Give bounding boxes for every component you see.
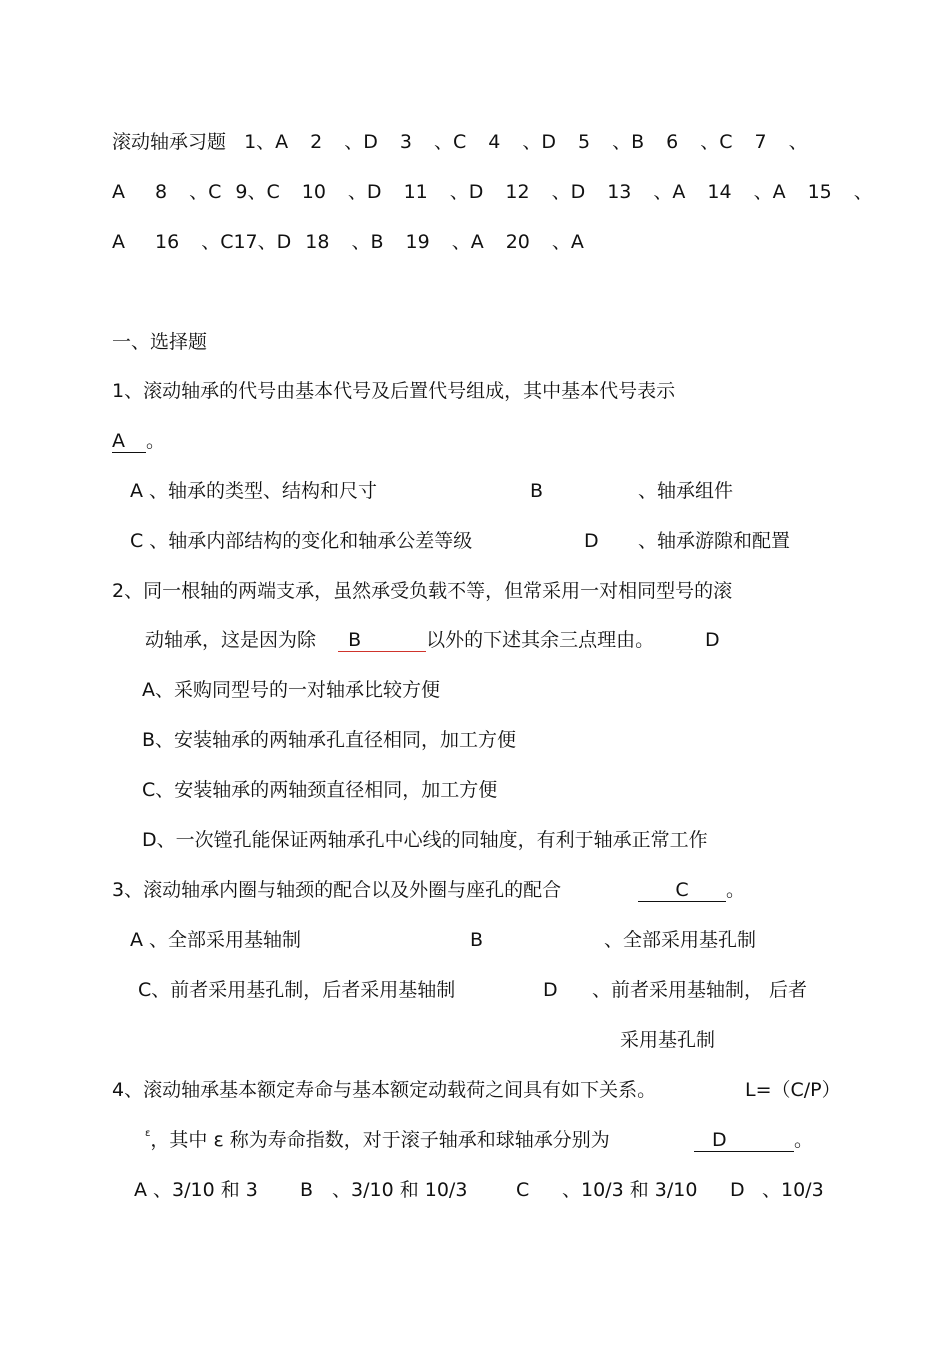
answer-key-token: 、A	[753, 181, 786, 203]
q1-option-d-text: 、轴承游隙和配置	[638, 530, 791, 552]
q4-answer-line	[694, 1127, 813, 1153]
answer-key-token: 、D	[551, 181, 586, 203]
answer-key-token: 、D	[344, 131, 378, 153]
answer-key-line-1	[112, 129, 808, 155]
q2-answer: B	[348, 629, 362, 651]
q1-option-b-letter: B	[530, 480, 544, 502]
q4-option-b-text: 、3/10 和 10/3	[332, 1179, 468, 1201]
q1-option-b-text: 、轴承组件	[638, 480, 734, 502]
answer-key-token: 16	[155, 231, 180, 253]
q4-option-c-text: 、10/3 和 3/10	[562, 1179, 698, 1201]
answer-key-token: 9、C	[235, 181, 280, 203]
answer-key-token: 、B	[612, 131, 645, 153]
answer-key-line-2	[112, 179, 873, 205]
answer-key-token: 8	[155, 181, 168, 203]
q2-answer-blank	[338, 629, 426, 652]
q4-option-a: A 、3/10 和 3	[134, 1179, 258, 1201]
q4-stem-b: ，其中 ε 称为寿命指数，对于滚子轴承和球轴承分别为	[150, 1129, 610, 1151]
answer-key-token: 14	[707, 181, 732, 203]
q3-answer-line	[638, 877, 745, 903]
answer-key-token: 4	[488, 131, 501, 153]
answer-key-token: 11	[403, 181, 428, 203]
answer-key-token: A	[112, 181, 125, 203]
q4-formula: L=（C/P）	[745, 1079, 841, 1101]
answer-key-token: 、	[788, 131, 808, 153]
q1-stem: 1、滚动轴承的代号由基本代号及后置代号组成，其中基本代号表示	[112, 380, 676, 402]
q2-stem-b: 动轴承，这是因为除	[145, 629, 317, 651]
answer-key-token: 、D	[522, 131, 556, 153]
q2-stem: 2、同一根轴的两端支承，虽然承受负载不等，但常采用一对相同型号的滚	[112, 580, 733, 602]
q3-stem: 3、滚动轴承内圈与轴颈的配合以及外圈与座孔的配合	[112, 879, 562, 901]
q4-option-d-letter: D	[730, 1179, 745, 1201]
q4-answer-blank	[694, 1129, 794, 1152]
q4-exponent: ε	[145, 1128, 151, 1139]
answer-key-token: 、B	[351, 231, 384, 253]
q4-end: 。	[794, 1129, 814, 1151]
answer-key-token: 、D	[347, 181, 382, 203]
answer-key-token: 10	[301, 181, 326, 203]
answer-key-token: 、C	[700, 131, 733, 153]
answer-key-token: 13	[607, 181, 632, 203]
answer-key-token: 15	[807, 181, 832, 203]
q3-option-d-cont: 采用基孔制	[620, 1029, 716, 1051]
q3-end: 。	[726, 879, 746, 901]
answer-key-token: 20	[505, 231, 530, 253]
q4-answer: D	[712, 1129, 727, 1151]
answer-key-token: 、C17、D	[201, 231, 292, 253]
q1-answer-line	[112, 428, 165, 454]
q2-option-c: C、安装轴承的两轴颈直径相同，加工方便	[142, 779, 498, 801]
answer-key-token: 、A	[551, 231, 584, 253]
answer-key-token: 、	[853, 181, 873, 203]
q2-option-d: D、一次镗孔能保证两轴承孔中心线的同轴度，有利于轴承正常工作	[142, 829, 708, 851]
answer-key-token: 、C	[433, 131, 467, 153]
answer-key-token: 5	[578, 131, 591, 153]
answer-key-token: 、D	[449, 181, 484, 203]
q4-option-c-letter: C	[516, 1179, 530, 1201]
q3-option-c: C、前者采用基孔制，后者采用基轴制	[138, 979, 456, 1001]
answer-key-token: 1、A	[244, 131, 289, 153]
answer-key-token: 12	[505, 181, 530, 203]
answer-key-token: 、A	[653, 181, 686, 203]
answer-key-token: 7	[754, 131, 767, 153]
q2-option-b: B、安装轴承的两轴承孔直径相同，加工方便	[142, 729, 517, 751]
q4-stem-cont	[145, 1127, 610, 1153]
answer-key-line-3	[112, 229, 584, 255]
q3-option-b-letter: B	[470, 929, 484, 951]
answer-key-token: 3	[399, 131, 412, 153]
answer-key-token: 18	[305, 231, 330, 253]
q3-option-d-text: 、前者采用基轴制， 后者	[592, 979, 808, 1001]
q3-option-b-text: 、全部采用基孔制	[604, 929, 757, 951]
q1-option-c: C 、轴承内部结构的变化和轴承公差等级	[130, 530, 473, 552]
q1-stem-end: 。	[146, 430, 166, 452]
q1-option-a: A 、轴承的类型、结构和尺寸	[130, 480, 378, 502]
q3-option-a: A 、全部采用基轴制	[130, 929, 302, 951]
q1-answer-blank: A	[112, 430, 146, 453]
answer-key-token: 、A	[451, 231, 484, 253]
q4-option-b-letter: B	[300, 1179, 314, 1201]
answer-key-token: 、C	[189, 181, 222, 203]
answer-key-token: A	[112, 231, 125, 253]
q4-stem: 4、滚动轴承基本额定寿命与基本额定动载荷之间具有如下关系。	[112, 1079, 657, 1101]
q2-stem-c: 以外的下述其余三点理由。	[426, 629, 655, 651]
q3-answer-blank: C	[638, 879, 726, 902]
answer-key-title: 滚动轴承习题	[112, 131, 227, 153]
q3-option-d-letter: D	[543, 979, 558, 1001]
answer-key-token: 6	[666, 131, 679, 153]
answer-key-token: 2	[310, 131, 323, 153]
section-title: 一、选择题	[112, 331, 208, 353]
q4-option-d-text: 、10/3	[762, 1179, 824, 1201]
q1-option-d-letter: D	[584, 530, 599, 552]
answer-key-token: 19	[405, 231, 430, 253]
q2-option-a: A、采购同型号的一对轴承比较方便	[142, 679, 440, 701]
q2-note: D	[705, 629, 720, 651]
q2-stem-cont	[145, 627, 654, 653]
